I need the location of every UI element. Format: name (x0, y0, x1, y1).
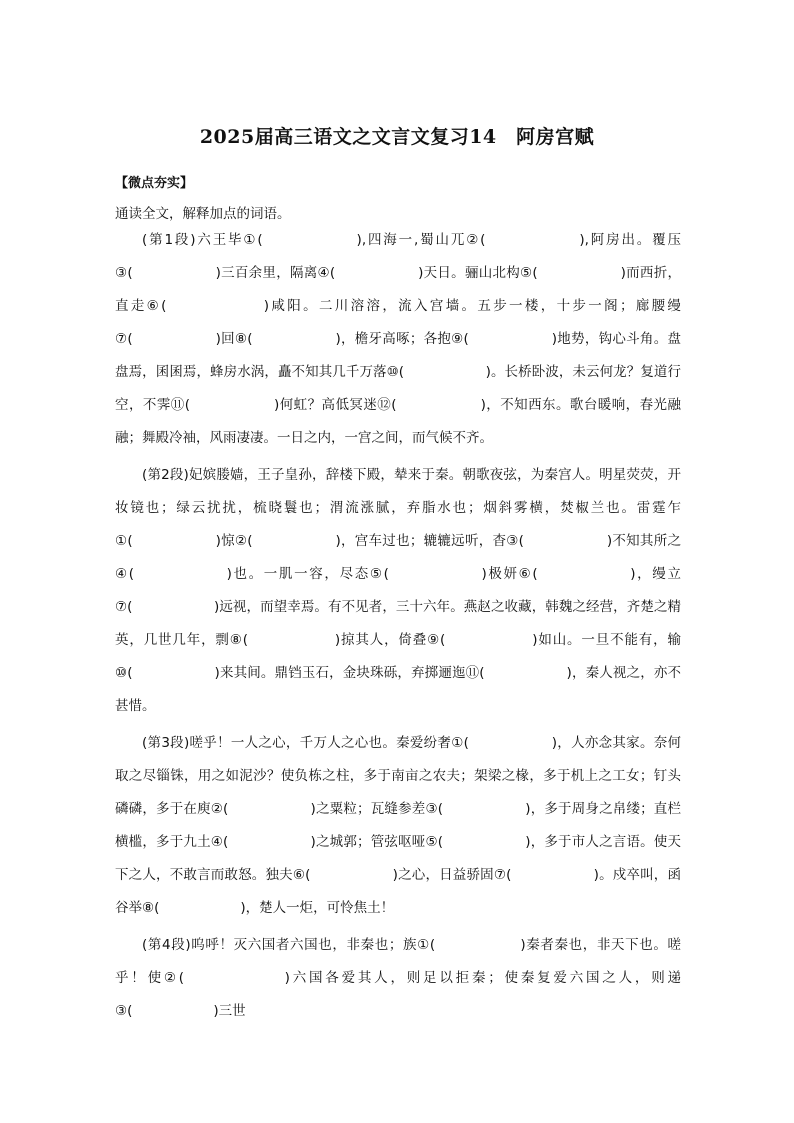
paragraph-3: (第3段)嗟乎！一人之心，千万人之心也。秦爱纷奢①( )，人亦念其家。奈何取之尽锱铢，用之如泥沙？使负栋之柱，多于南亩之农夫；架梁之椽，多于机上之工女；钉头磷磷，多于在庾②( )之粟粒；瓦缝参差③( )，多于周身之帛缕；直栏横槛，多于九土④( )之城郭；管弦呕哑⑤( )，多于市人之言语。使天下之人，不敢言而敢怒。独夫⑥( )之心，日益骄固⑦( )。戍卒叫，函谷举⑧( )，楚人一炬，可怜焦土！ (115, 735, 681, 916)
document-title: 2025届高三语文之文言文复习14 阿房宫赋 (199, 126, 595, 148)
section-label: 【微点夯实】 (115, 176, 194, 191)
instruction-text: 通读全文，解释加点的词语。 (115, 206, 291, 222)
paragraph-2: (第2段)妃嫔媵嫱，王子皇孙，辞楼下殿，辇来于秦。朝歌夜弦，为秦宫人。明星荧荧，开妆镜也；绿云扰扰，梳晓鬟也；渭流涨腻，弃脂水也；烟斜雾横，焚椒兰也。雷霆乍①( )惊②( )，宫车过也；辘辘远听，杳③( )不知其所之④( )也。一肌一容，尽态⑤( )极妍⑥( )，缦立⑦( )远视，而望幸焉。有不见者，三十六年。燕赵之收藏，韩魏之经营，齐楚之精英，几世几年，剽⑧( )掠其人，倚叠⑨( )如山。一旦不能有，输⑩( )来其间。鼎铛玉石，金块珠砾，弃掷逦迤⑪( )，秦人视之，亦不甚惜。 (115, 467, 681, 714)
paragraph-4: (第4段)呜呼！灭六国者六国也，非秦也；族①( )秦者秦也，非天下也。嗟乎！使②( )六国各爱其人，则足以拒秦；使秦复爱六国之人，则递③( )三世 (115, 937, 681, 1019)
paragraph-1: (第1段)六王毕①( ),四海一,蜀山兀②( ),阿房出。覆压③( )三百余里，隔离④( )天日。骊山北构⑤( )而西折，直走⑥( )咸阳。二川溶溶，流入宫墙。五步一楼，十步一阁；廊腰缦⑦( )回⑧( )，檐牙高啄；各抱⑨( )地势，钩心斗角。盘盘焉，囷囷焉，蜂房水涡，矗不知其几千万落⑩( )。长桥卧波，未云何龙？复道行空，不霁⑪( )何虹？高低冥迷⑫( )，不知西东。歌台暖响，春光融融；舞殿冷袖，风雨凄凄。一日之内，一宫之间，而气候不齐。 (115, 232, 681, 446)
passage-body (115, 224, 681, 1032)
